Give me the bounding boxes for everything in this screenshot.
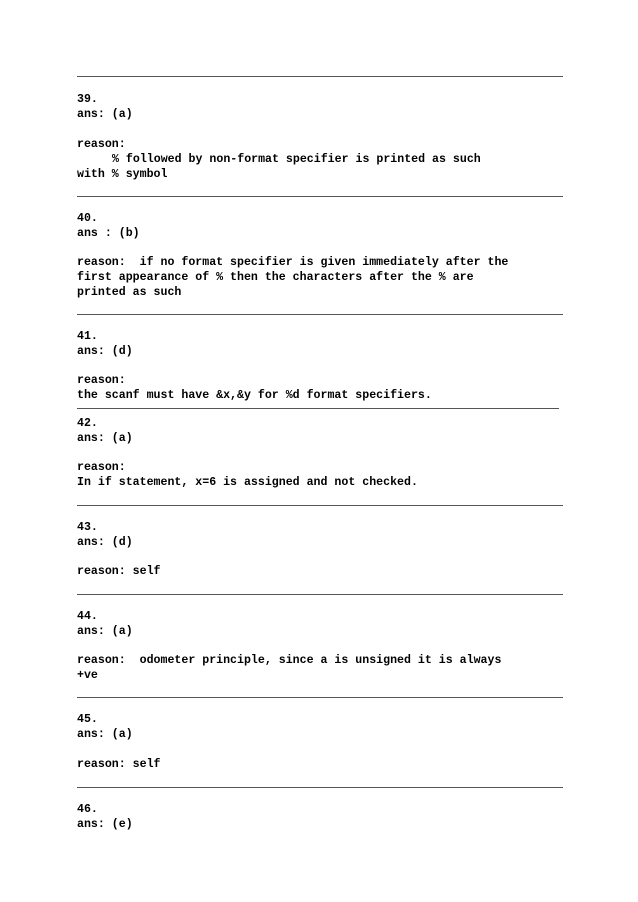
reason-text: first appearance of % then the characters after the % are [77,271,474,284]
answer-line: ans: (a) [77,432,133,445]
reason-label: reason: [77,138,126,151]
divider-rule [77,787,563,788]
reason-text: printed as such [77,286,182,299]
question-number: 40. [77,212,98,225]
reason-text: +ve [77,669,98,682]
reason-text: reason: self [77,758,161,771]
reason-text: % followed by non-format specifier is printed as such [112,153,481,166]
answer-line: ans: (d) [77,345,133,358]
reason-label: reason: [77,374,126,387]
question-number: 44. [77,610,98,623]
question-number: 45. [77,713,98,726]
divider-rule [77,697,563,698]
reason-text: reason: odometer principle, since a is unsigned it is always [77,654,502,667]
reason-text: reason: self [77,565,161,578]
reason-text: with % symbol [77,168,168,181]
question-number: 41. [77,330,98,343]
answer-line: ans: (a) [77,108,133,121]
answer-line: ans: (a) [77,625,133,638]
question-number: 43. [77,521,98,534]
reason-text: the scanf must have &x,&y for %d format specifiers. [77,389,432,402]
question-number: 39. [77,93,98,106]
reason-text: In if statement, x=6 is assigned and not checked. [77,476,418,489]
reason-text: reason: if no format specifier is given immediately after the [77,256,509,269]
divider-rule [77,408,559,409]
divider-rule [77,314,563,315]
divider-rule [77,76,563,77]
divider-rule [77,594,563,595]
reason-label: reason: [77,461,126,474]
answer-line: ans: (d) [77,536,133,549]
answer-line: ans: (e) [77,818,133,831]
divider-rule [77,196,563,197]
answer-line: ans : (b) [77,227,140,240]
divider-rule [77,505,563,506]
question-number: 42. [77,417,98,430]
answer-line: ans: (a) [77,728,133,741]
question-number: 46. [77,803,98,816]
